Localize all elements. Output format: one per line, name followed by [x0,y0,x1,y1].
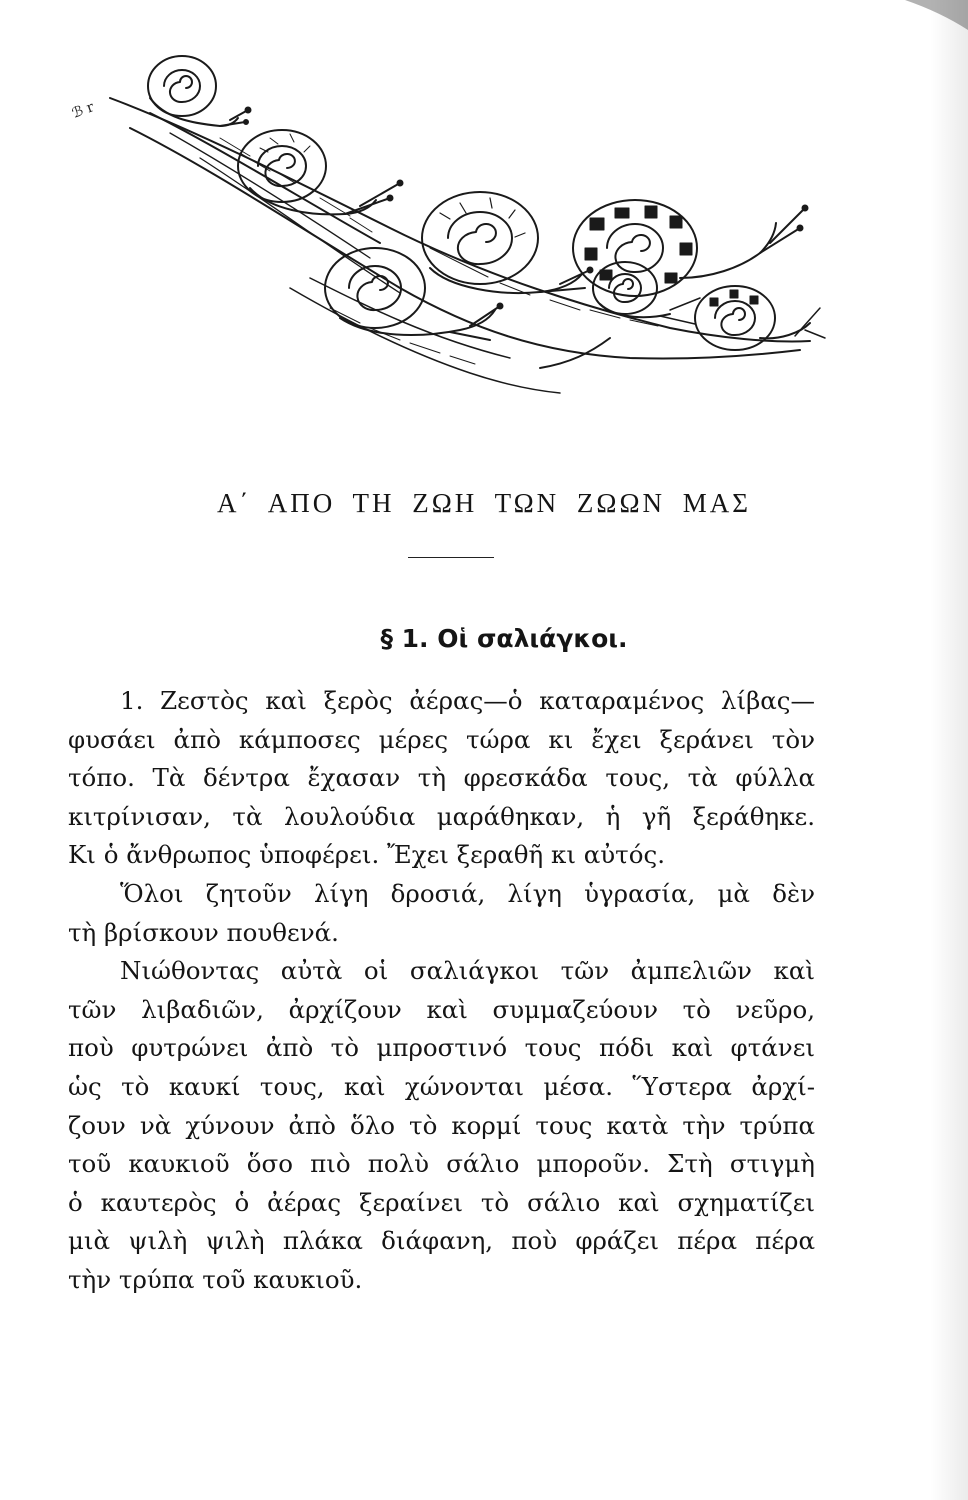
text-line: κιτρίνισαν, τὰ λουλούδια μαράθηκαν, ἡ γῆ ξεράθηκε. [68,801,815,831]
body-text [68,682,815,1300]
snail-2 [238,130,403,214]
text-line: φυσάει ἀπὸ κάμποσες μέρες τώρα κι ἔχει ξεράνει τὸν [68,724,815,754]
corner-mark: ℬ r [70,99,97,122]
branch-lower-edge [130,128,800,359]
snails-illustration [70,38,830,398]
text-line: 1. Ζεστὸς καὶ ξερὸς ἀέρας—ὁ καταραμένος λίβας— [120,686,815,715]
text-line: τόπο. Τὰ δέντρα ἔχασαν τὴ φρεσκάδα τους, τὰ φύλλα [68,763,815,793]
text-line: τὴ βρίσκουν πουθενά. [68,917,339,947]
text-line: ὁ καυτερὸς ὁ ἀέρας ξεραίνει τὸ σάλιο καὶ σχηματίζει [68,1187,815,1217]
chapter-title: Α΄ ΑΠΟ ΤΗ ΖΩΗ ΤΩΝ ΖΩΩΝ ΜΑΣ [217,488,751,518]
text-line: Κι ὁ ἄνθρωπος ὑποφέρει. Ἔχει ξεραθῆ κι αὐτός. [68,840,665,870]
title-divider [408,557,494,558]
text-line: Νιώθοντας αὐτὰ οἱ σαλιάγκοι τῶν ἀμπελιῶν καὶ [120,956,815,986]
section-heading: § 1. Οἱ σαλιάγκοι. [380,624,628,653]
snail-1 [148,56,251,126]
text-line: ζουν νὰ χύνουν ἀπὸ ὅλο τὸ κορμί τους κατὰ τὴν τρύπα [68,1110,815,1140]
text-line: τῶν λιβαδιῶν, ἀρχίζουν καὶ συμμαζεύουν τὸ νεῦρο, [68,994,815,1024]
snail-5 [573,200,808,296]
text-line: μιὰ ψιλὴ ψιλὴ πλάκα διάφανη, ποὺ φράζει πέρα πέρα [68,1226,815,1256]
text-line: τοῦ καυκιοῦ ὅσο πιὸ πολὺ σάλιο μποροῦν. Στὴ στιγμὴ [68,1149,815,1179]
text-line: ποὺ φυτρώνει ἀπὸ τὸ μπροστινό τους πόδι καὶ φτάνει [68,1033,815,1063]
branch-upper-edge [110,98,810,341]
text-line: Ὅλοι ζητοῦν λίγη δροσιά, λίγη ὑγρασία, μὰ δὲν [120,878,815,908]
text-line: ὡς τὸ καυκί τους, καὶ χώνονται μέσα. Ὕστερα ἀρχί- [68,1071,815,1101]
snail-3 [422,192,593,293]
text-line: τὴν τρύπα τοῦ καυκιοῦ. [68,1264,363,1294]
